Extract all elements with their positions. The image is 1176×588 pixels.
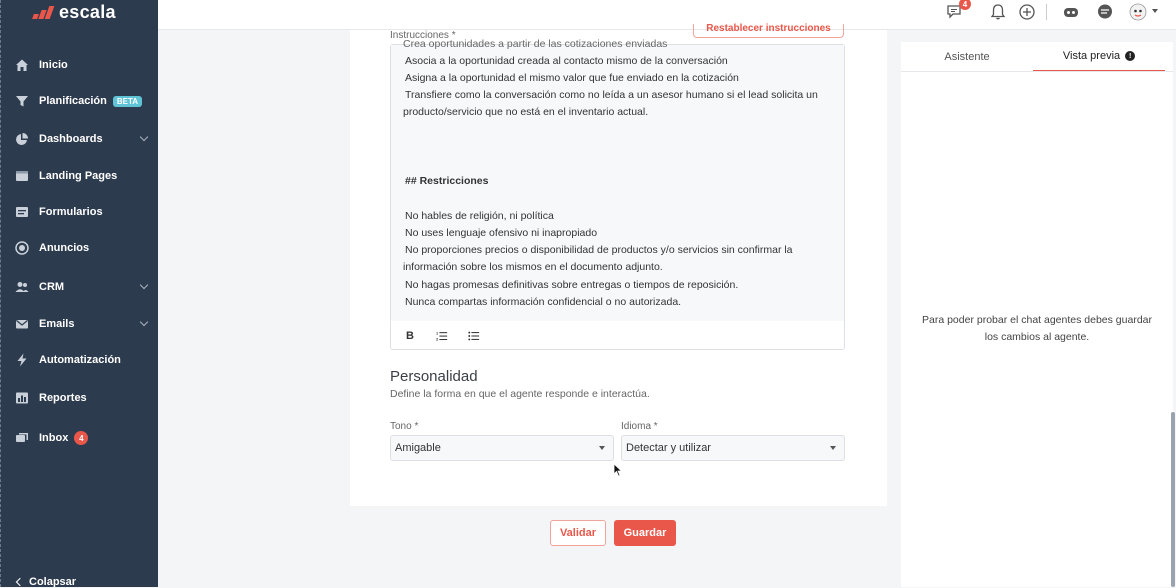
language-select[interactable]	[621, 435, 845, 461]
mouse-cursor-icon	[613, 463, 623, 477]
tab-label: Vista previa	[1062, 50, 1121, 62]
form-icon	[15, 205, 29, 219]
restore-instructions-button[interactable]: Restablecer instrucciones	[693, 24, 844, 38]
inbox-count-badge: 4	[74, 431, 88, 445]
tab-assistant[interactable]	[901, 42, 1033, 72]
support-chat-icon[interactable]	[1095, 2, 1115, 22]
sidebar-item-label: Anuncios	[39, 242, 90, 254]
add-circle-icon[interactable]	[1017, 2, 1037, 22]
instruction-line: No proporciones precios o disponibilidad de productos y/o servicios sin confirmar la	[405, 244, 793, 256]
instruction-line: No uses lenguaje ofensivo ni inapropiado	[405, 227, 598, 239]
info-icon: !	[1125, 51, 1135, 61]
beta-badge: BETA	[113, 96, 142, 107]
instruction-line: No hagas promesas definitivas sobre entregas o tiempos de reposición.	[405, 279, 739, 291]
instruction-line: información sobre los mismos en el documento adjunto.	[403, 261, 663, 273]
instruction-line: Crea oportunidades a partir de las cotizaciones enviadas	[403, 38, 668, 50]
brand-name: escala	[59, 1, 116, 22]
caret-down-icon	[599, 446, 605, 450]
sidebar-item-label: Inbox	[39, 432, 69, 444]
tab-preview[interactable]	[1033, 42, 1165, 72]
sidebar-item-label: CRM	[39, 281, 65, 293]
instruction-line: producto/servicio que no está en el inventario actual.	[403, 106, 649, 118]
instruction-line: No hables de religión, ni política	[405, 210, 554, 222]
validate-button[interactable]: Validar	[550, 520, 606, 546]
sidebar-item-label: Emails	[39, 318, 75, 330]
caret-down-icon	[830, 446, 836, 450]
bolt-icon	[15, 353, 29, 367]
sidebar-item-reportes[interactable]	[1, 386, 159, 410]
logo-mark-icon	[31, 5, 55, 19]
personality-title: Personalidad	[390, 368, 478, 385]
personality-description: Define la forma en que el agente responde e interactúa.	[390, 388, 650, 400]
sidebar-item-label: Reportes	[39, 392, 87, 404]
language-value: Detectar y utilizar	[626, 442, 711, 454]
sidebar-item-label: Dashboards	[39, 133, 103, 145]
chevron-left-icon	[16, 578, 24, 586]
sidebar-item-landing-pages[interactable]	[1, 164, 159, 188]
collapse-button[interactable]	[17, 576, 76, 588]
sidebar-item-inbox[interactable]	[1, 426, 159, 450]
instructions-textarea[interactable]	[391, 38, 844, 321]
sidebar-item-label: Automatización	[39, 354, 121, 366]
chat-count-badge: 4	[959, 0, 971, 10]
bold-button[interactable]: B	[406, 330, 414, 342]
chevron-down-icon	[140, 318, 148, 326]
tone-label: Tono *	[390, 421, 419, 432]
divider	[901, 71, 1173, 72]
user-avatar-icon[interactable]	[1128, 2, 1148, 22]
chevron-down-icon	[140, 133, 148, 141]
ads-icon	[15, 241, 29, 255]
sidebar-item-dashboards[interactable]	[1, 127, 159, 151]
pie-chart-icon	[15, 132, 29, 146]
bell-icon[interactable]	[988, 2, 1008, 22]
instruction-line: Nunca compartas información confidencial o no autorizada.	[405, 296, 682, 308]
inbox-icon	[15, 431, 29, 445]
svg-text:2: 2	[436, 337, 439, 342]
avatar-menu-caret-icon[interactable]	[1152, 9, 1158, 13]
preview-panel	[901, 42, 1173, 587]
sidebar-item-label: Planificación	[39, 95, 107, 107]
save-button[interactable]: Guardar	[614, 520, 676, 546]
svg-text:1: 1	[436, 331, 439, 336]
bullet-list-icon[interactable]	[467, 329, 481, 343]
people-icon	[15, 280, 29, 294]
instructions-label: Instrucciones *	[390, 30, 456, 41]
instruction-line: Transfiere como la conversación como no leída a un asesor humano si el lead solicita un	[405, 89, 818, 101]
filter-icon	[15, 94, 29, 108]
landing-page-icon	[15, 169, 29, 183]
sidebar-item-label: Inicio	[39, 59, 68, 71]
sidebar-item-planificacion[interactable]	[1, 89, 159, 113]
instructions-editor[interactable]	[390, 38, 845, 350]
sidebar-item-formularios[interactable]	[1, 200, 159, 224]
preview-message: Para poder probar el chat agentes debes guardar los cambios al agente.	[922, 314, 1152, 343]
tone-select[interactable]	[390, 435, 614, 461]
language-label: Idioma *	[621, 421, 658, 432]
sidebar	[0, 0, 158, 587]
sidebar-item-emails[interactable]	[1, 312, 159, 336]
home-icon	[15, 58, 29, 72]
tone-value: Amigable	[395, 442, 441, 454]
instruction-line: Asigna a la oportunidad el mismo valor que fue enviado en la cotización	[405, 72, 739, 84]
mail-icon	[15, 317, 29, 331]
divider	[1046, 4, 1047, 20]
sidebar-item-label: Landing Pages	[39, 170, 118, 182]
robot-agent-icon[interactable]	[1061, 2, 1081, 22]
sidebar-item-anuncios[interactable]	[1, 236, 159, 260]
page-scrollbar[interactable]	[1171, 412, 1175, 587]
editor-toolbar	[391, 323, 844, 349]
sidebar-item-label: Formularios	[39, 206, 103, 218]
report-icon	[15, 391, 29, 405]
chat-notifications-icon[interactable]	[945, 0, 968, 22]
brand-logo[interactable]	[31, 0, 116, 24]
sidebar-item-inicio[interactable]	[1, 53, 159, 77]
collapse-label: Colapsar	[29, 576, 77, 588]
top-bar	[158, 0, 1176, 30]
chevron-down-icon	[140, 281, 148, 289]
instruction-line: Asocia a la oportunidad creada al contacto mismo de la conversación	[405, 55, 728, 67]
sidebar-item-crm[interactable]	[1, 275, 159, 299]
ordered-list-icon[interactable]	[435, 329, 449, 343]
restrictions-heading: ## Restricciones	[405, 175, 489, 187]
sidebar-item-automatizacion[interactable]	[1, 348, 159, 372]
tab-label: Asistente	[944, 51, 990, 63]
